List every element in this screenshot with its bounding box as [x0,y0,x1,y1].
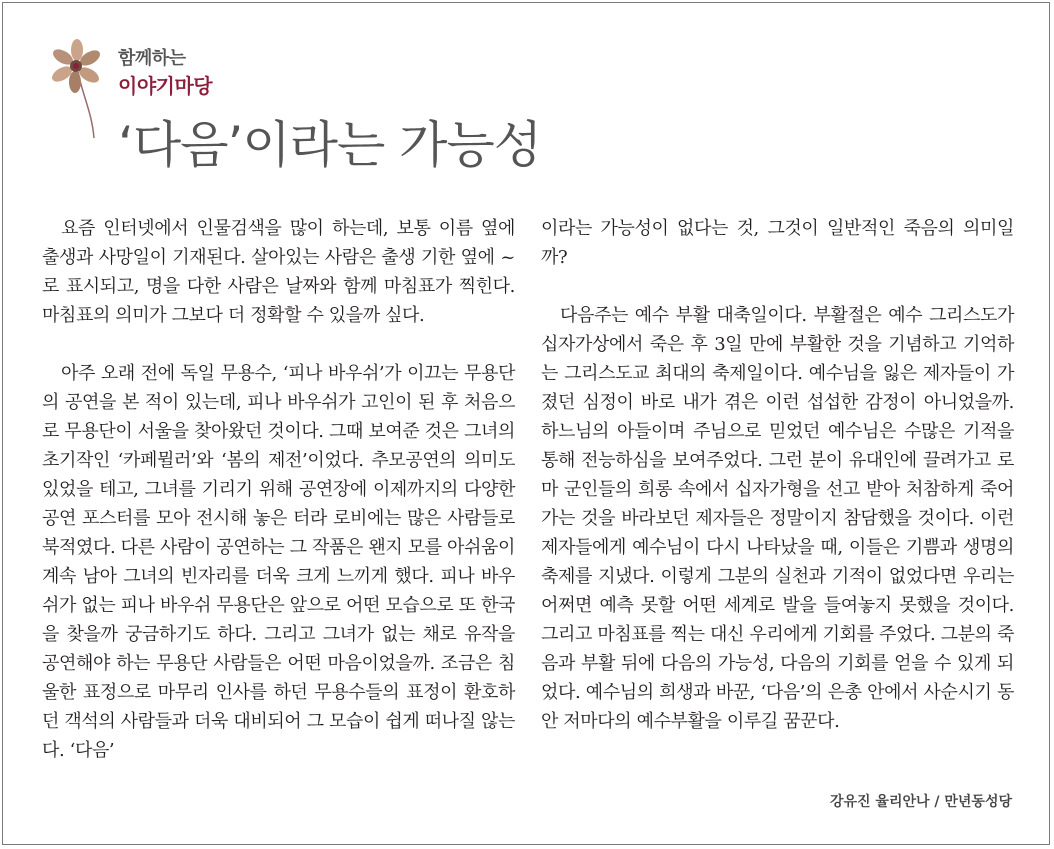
paragraph: 요즘 인터넷에서 인물검색을 많이 하는데, 보통 이름 옆에 출생과 사망일이 기재된다. 살아있는 사람은 출생 기한 옆에 ~ 로 표시되고, 명을 다한 사람은 날짜와 함께 마침표가 찍힌다. 마침표의 의미가 그보다 더 정확할 수 있을까 싶다. [42,218,515,326]
article-column-right [541,214,1014,765]
series-title: 이야기마당 [118,74,213,98]
author-byline: 강유진 율리안나 / 만년동성당 [829,794,1012,810]
flower-icon [42,38,112,138]
article-column-left [42,214,515,794]
paragraph: 다음주는 예수 부활 대축일이다. 부활절은 예수 그리스도가 십자가상에서 죽은 후 3일 만에 부활한 것을 기념하고 기억하는 그리스도교 최대의 축제일이다. 예수님을 잃은 제자들이 가졌던 심정이 바로 내가 겪은 이런 섭섭한 감정이 아니었을까. 하느님의 아들이며 주님으로 믿었던 예수님은 수많은 기적을 통해 전능하심을 보여주었다. 그런 분이 유대인에 끌려가고 로마 군인들의 희롱 속에서 십자가형을 선고 받아 처참하게 죽어가는 것을 바라보던 제자들은 정말이지 참담했을 것이다. 이런 제자들에게 예수님이 다시 나타났을 때, 이들은 기쁨과 생명의 축제를 지냈다. 이렇게 그분의 실천과 기적이 없었다면 우리는 어쩌면 예측 못할 어떤 세계로 발을 들여놓지 못했을 것이다. 그리고 마침표를 찍는 대신 우리에게 기회를 주었다. 그분의 죽음과 부활 뒤에 다음의 가능성, 다음의 기회를 얻을 수 있게 되었다. 예수님의 희생과 바꾼, ‘다음’의 은총 안에서 사순시기 동안 저마다의 예수부활을 이루길 꿈꾼다. [541,305,1014,732]
article-title: ‘다음’이라는 가능성 [118,116,542,174]
paragraph: 이라는 가능성이 없다는 것, 그것이 일반적인 죽음의 의미일까? [541,218,1014,268]
paragraph: 아주 오래 전에 독일 무용수, ‘피나 바우쉬’가 이끄는 무용단의 공연을 본 적이 있는데, 피나 바우쉬가 고인이 된 후 처음으로 무용단이 서울을 찾아왔던 것이다. 그때 보여준 것은 그녀의 초기작인 ‘카페뮐러’와 ‘봄의 제전’이었다. 추모공연의 의미도 있었을 테고, 그녀를 기리기 위해 공연장에 이제까지의 다양한 공연 포스터를 모아 전시해 놓은 터라 로비에는 많은 사람들로 북적였다. 다른 사람이 공연하는 그 작품은 왠지 모를 아쉬움이 계속 남아 그녀의 빈자리를 더욱 크게 느끼게 했다. 피나 바우쉬가 없는 피나 바우쉬 무용단은 앞으로 어떤 모습으로 또 한국을 찾을까 궁금하기도 하다. 그리고 그녀가 없는 채로 유작을 공연해야 하는 무용단 사람들은 어떤 마음이었을까. 조금은 침울한 표정으로 마무리 인사를 하던 무용수들의 표정이 환호하던 객석의 사람들과 더욱 대비되어 그 모습이 쉽게 떠나질 않는다. ‘다음’ [42,363,515,761]
series-label: 함께하는 [118,48,186,69]
